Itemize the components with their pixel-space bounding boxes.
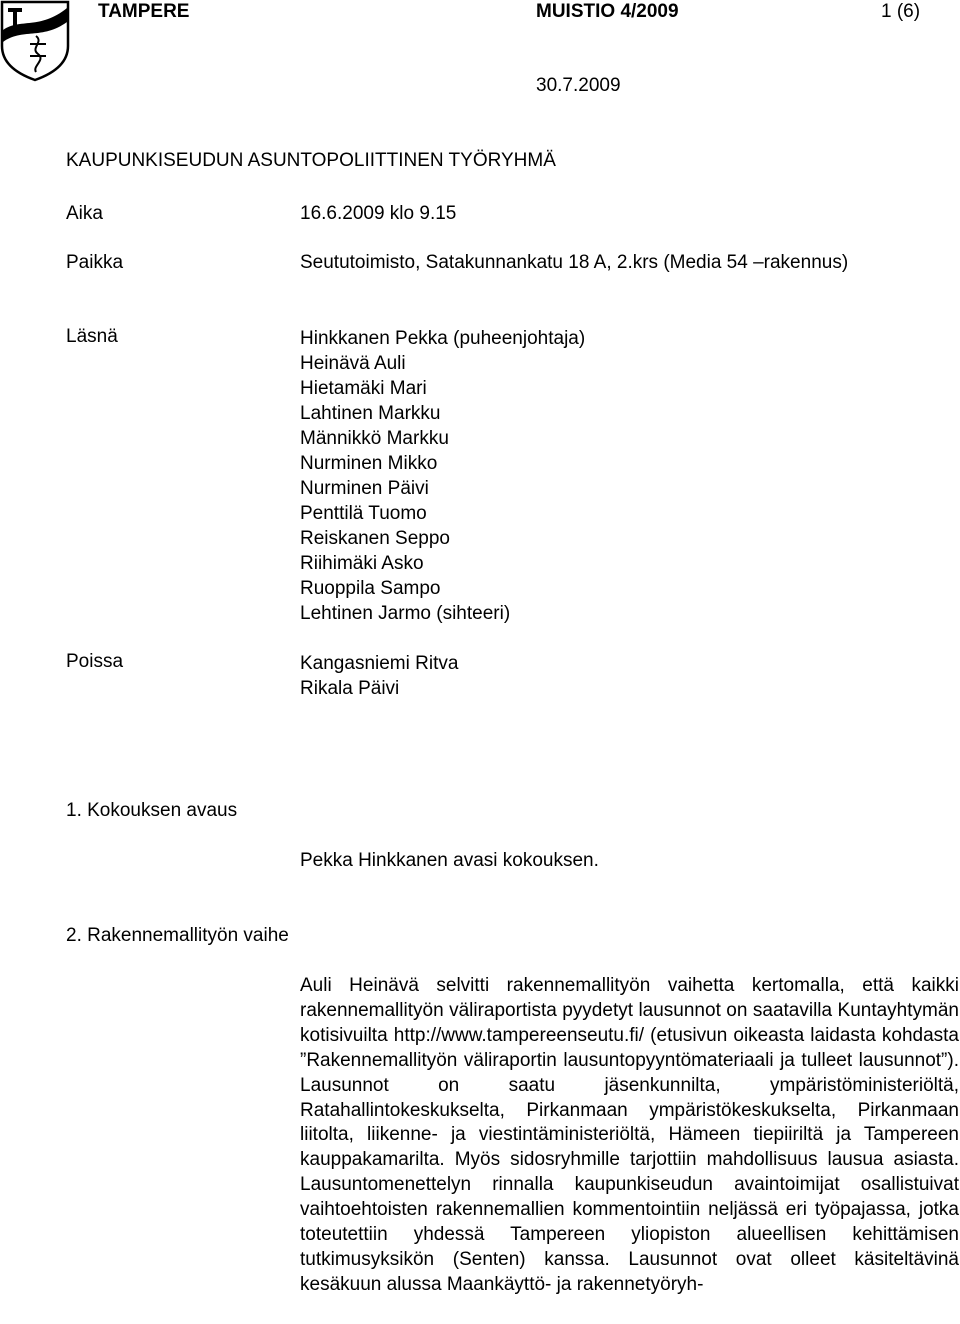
section-body-paragraph: Auli Heinävä selvitti rakennemallityön vaihetta kertomalla, että kaikki rakennemallityön väliraportista pyydetyt lausunnot on saatavilla Kuntayhtymän kotisivuilta http://www.tampereenseutu.fi/ (etusivun oikeasta laidasta kohdasta ”Rakennemallityön väliraportin lausuntopyyntömateriaali ja tulleet lausunnot”). Lausunnot on saatu jäsenkunnilta, ympäristöministeriöltä, Ratahallintokeskukselta, Pirkanmaan ympäristökeskukselta, Pirkanmaan liitolta, liikenne- ja viestintäministeriöltä, Hämeen tiepiiriltä ja Tampereen kauppakamarilta. Myös sidosryhmille tarjottiin mahdollisuus lausua asiasta. Lausuntomenettelyn rinnalla kaupunkiseudun avaintoimijat osallistuivat vaihtoehtoisten rakennemallien kommentointiin neljässä eri työpajassa, jotka toteutettiin yhdessä Tampereen yliopiston alueellisen kehittämisen tutkimusyksikön (Senten) kanssa. Lausunnot ovat olleet käsiteltävinä kesäkuun alussa Maankäyttö- ja rakennetyöryh- xyxy=(300,975,959,1295)
present-label: Läsnä xyxy=(66,326,118,347)
section-heading: 1. Kokouksen avaus xyxy=(66,800,238,821)
list-item: Nurminen Päivi xyxy=(300,478,429,499)
list-item: Hietamäki Mari xyxy=(300,378,427,399)
page-number: 1 (6) xyxy=(881,1,921,22)
list-item: Riihimäki Asko xyxy=(300,553,424,574)
section-heading: 2. Rakennemallityön vaihe xyxy=(66,925,289,946)
time-value: 16.6.2009 klo 9.15 xyxy=(300,203,457,224)
document-title: KAUPUNKISEUDUN ASUNTOPOLIITTINEN TYÖRYHMÄ xyxy=(66,150,556,171)
list-item: Nurminen Mikko xyxy=(300,453,438,474)
list-item: Lahtinen Markku xyxy=(300,403,441,424)
list-item: Männikkö Markku xyxy=(300,428,449,449)
list-item: Hinkkanen Pekka (puheenjohtaja) xyxy=(300,328,586,349)
section-text: Pekka Hinkkanen avasi kokouksen. xyxy=(300,850,599,871)
time-label: Aika xyxy=(66,203,103,224)
present-list xyxy=(300,326,585,626)
document-type: MUISTIO 4/2009 xyxy=(536,1,679,22)
list-item: Penttilä Tuomo xyxy=(300,503,427,524)
list-item: Ruoppila Sampo xyxy=(300,578,441,599)
header-city: TAMPERE xyxy=(98,1,190,22)
place-label: Paikka xyxy=(66,252,124,273)
list-item: Heinävä Auli xyxy=(300,353,406,374)
place-value: Seututoimisto, Satakunnankatu 18 A, 2.krs (Media 54 –rakennus) xyxy=(300,252,849,273)
absent-list xyxy=(300,651,458,701)
list-item: Rikala Päivi xyxy=(300,678,400,699)
absent-label: Poissa xyxy=(66,651,124,672)
list-item: Reiskanen Seppo xyxy=(300,528,450,549)
list-item: Lehtinen Jarmo (sihteeri) xyxy=(300,603,511,624)
tampere-coat-of-arms-icon xyxy=(0,0,70,82)
document-date: 30.7.2009 xyxy=(536,75,621,96)
list-item: Kangasniemi Ritva xyxy=(300,653,459,674)
